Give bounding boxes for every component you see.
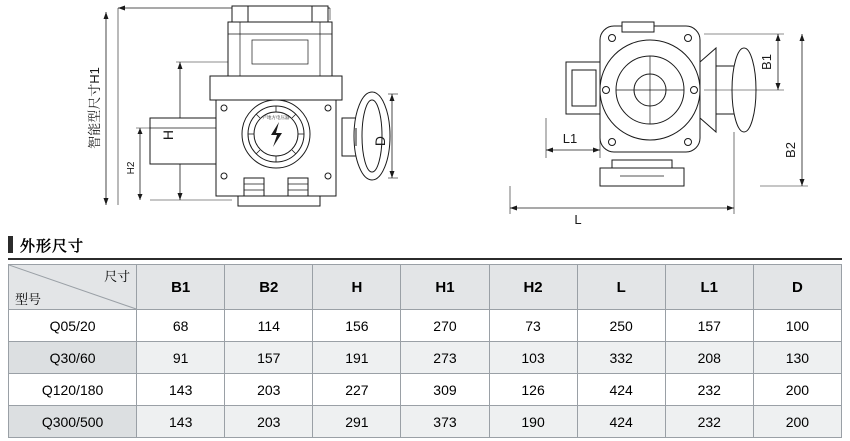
dimensions-table — [8, 264, 842, 438]
column-header-b2: B2 — [225, 265, 313, 310]
cell-l: 424 — [577, 406, 665, 438]
cell-l: 250 — [577, 310, 665, 342]
cell-d: 130 — [753, 342, 841, 374]
cell-h1: 309 — [401, 374, 489, 406]
row-model: Q300/500 — [9, 406, 137, 438]
cell-b1: 143 — [137, 406, 225, 438]
cell-h2: 73 — [489, 310, 577, 342]
section-title: 外形尺寸 — [20, 238, 85, 255]
cell-d: 200 — [753, 406, 841, 438]
cell-h1: 273 — [401, 342, 489, 374]
label-h: H — [160, 129, 176, 141]
row-model: Q120/180 — [9, 374, 137, 406]
table-row — [9, 310, 842, 342]
column-header-h: H — [313, 265, 401, 310]
cell-h2: 126 — [489, 374, 577, 406]
cell-h1: 373 — [401, 406, 489, 438]
table-header-row — [9, 265, 842, 310]
cell-h2: 103 — [489, 342, 577, 374]
cell-h: 291 — [313, 406, 401, 438]
column-header-l1: L1 — [665, 265, 753, 310]
label-d: D — [372, 135, 388, 147]
cell-h1: 270 — [401, 310, 489, 342]
label-b1: B1 — [759, 54, 774, 70]
cell-d: 200 — [753, 374, 841, 406]
cell-l1: 232 — [665, 406, 753, 438]
label-h1-vertical: 智能型尺寸H1 — [87, 67, 102, 149]
dimensions-section — [8, 232, 842, 438]
table-row — [9, 374, 842, 406]
cell-l: 332 — [577, 342, 665, 374]
cell-b2: 157 — [225, 342, 313, 374]
cell-l1: 157 — [665, 310, 753, 342]
cell-b1: 91 — [137, 342, 225, 374]
column-header-d: D — [753, 265, 841, 310]
column-header-h1: H1 — [401, 265, 489, 310]
label-l1: L1 — [562, 131, 578, 146]
cell-h: 227 — [313, 374, 401, 406]
corner-model-label: 型号 — [15, 292, 42, 307]
cell-b1: 143 — [137, 374, 225, 406]
label-h2: H2 — [126, 161, 137, 175]
column-header-b1: B1 — [137, 265, 225, 310]
cell-d: 100 — [753, 310, 841, 342]
label-b2: B2 — [783, 142, 798, 158]
column-header-h2: H2 — [489, 265, 577, 310]
corner-size-label: 尺寸 — [104, 269, 131, 284]
cell-h: 156 — [313, 310, 401, 342]
cell-h2: 190 — [489, 406, 577, 438]
label-l: L — [574, 212, 582, 227]
table-row — [9, 342, 842, 374]
row-model: Q05/20 — [9, 310, 137, 342]
row-model: Q30/60 — [9, 342, 137, 374]
section-header — [8, 232, 842, 260]
title-accent-bar — [8, 236, 13, 253]
table-row — [9, 406, 842, 438]
column-header-l: L — [577, 265, 665, 310]
cell-l1: 232 — [665, 374, 753, 406]
cell-h: 191 — [313, 342, 401, 374]
cell-b2: 203 — [225, 374, 313, 406]
cell-b2: 114 — [225, 310, 313, 342]
cell-b1: 68 — [137, 310, 225, 342]
corner-header-cell — [9, 265, 137, 310]
cell-l1: 208 — [665, 342, 753, 374]
cell-l: 424 — [577, 374, 665, 406]
dial-label: 产地方电压器 — [262, 115, 290, 120]
cell-b2: 203 — [225, 406, 313, 438]
